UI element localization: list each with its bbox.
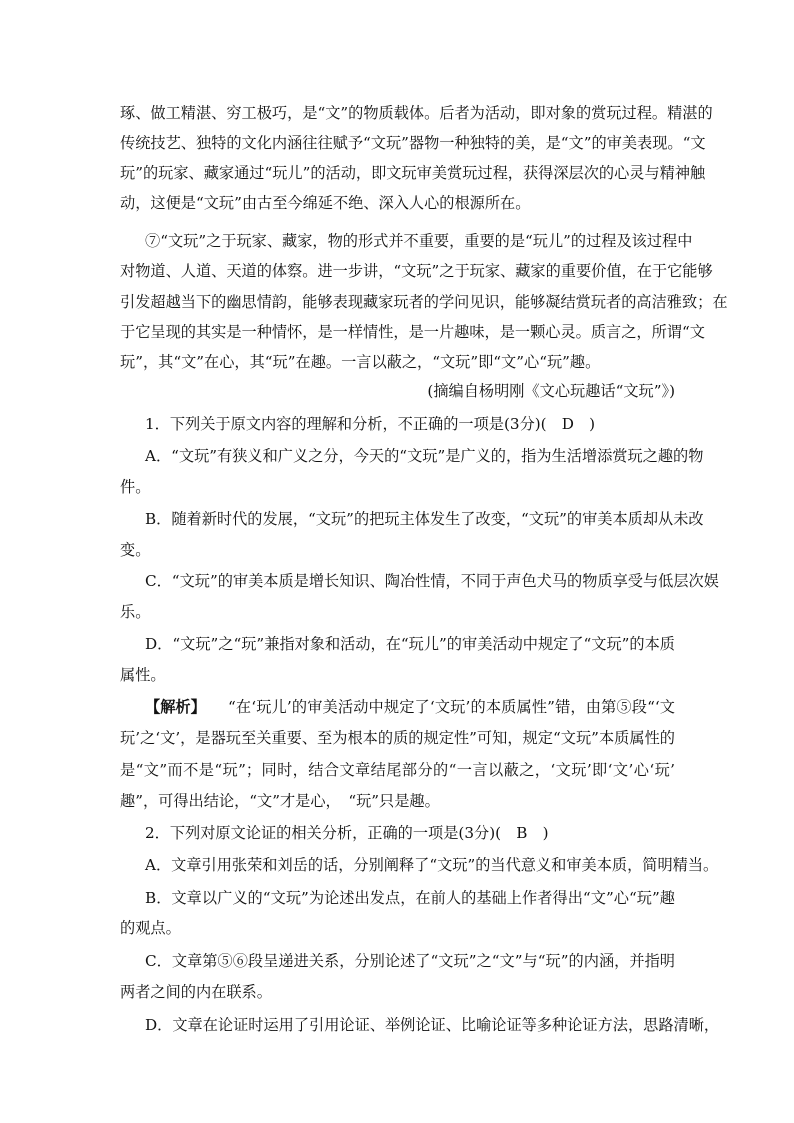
text-line: 玩”，其“文”在心，其“玩”在趣。一言以蔽之，“文玩”即“文”心“玩”趣。 bbox=[120, 353, 601, 371]
question-1-option-a-cont: 件。 bbox=[120, 478, 151, 496]
source-citation: (摘编自杨明刚《文心玩趣话“文玩”》) bbox=[427, 382, 675, 400]
question-2-stem: 2．下列对原文论证的相关分析，正确的一项是(3分)( B ) bbox=[145, 824, 549, 842]
analysis-line: 趣”，可得出结论，“文”才是心， “玩”只是趣。 bbox=[120, 792, 440, 810]
text-line: 玩”的玩家、藏家通过“玩儿”的活动，即文玩审美赏玩过程，获得深层次的心灵与精神触 bbox=[120, 164, 706, 182]
question-2-option-d: D．文章在论证时运用了引用论证、举例论证、比喻论证等多种论证方法，思路清晰， bbox=[145, 1016, 720, 1034]
question-1-option-c-cont: 乐。 bbox=[120, 603, 151, 621]
question-1-option-b-cont: 变。 bbox=[120, 541, 151, 559]
analysis-text: “在‘玩儿’的审美活动中规定了‘文玩’的本质属性”错，由第⑤段“‘文 bbox=[228, 698, 675, 716]
question-1-option-d-cont: 属性。 bbox=[120, 666, 166, 684]
question-1-option-b: B．随着新时代的发展，“文玩”的把玩主体发生了改变，“文玩”的审美本质却从未改 bbox=[145, 510, 704, 528]
analysis-line: 是“文”而不是“玩”；同时，结合文章结尾部分的“一言以蔽之，‘文玩’即‘文’心‘玩’ bbox=[120, 761, 675, 779]
text-line: 动，这便是“文玩”由古至今绵延不绝、深入人心的根源所在。 bbox=[120, 194, 531, 212]
question-1-stem: 1．下列关于原文内容的理解和分析，不正确的一项是(3分)( D ) bbox=[145, 415, 596, 433]
text-line: 引发超越当下的幽思情韵，能够表现藏家玩者的学问见识，能够凝结赏玩者的高洁雅致；在 bbox=[120, 293, 728, 311]
question-2-option-c: C．文章第⑤⑥段呈递进关系，分别论述了“文玩”之“文”与“玩”的内涵，并指明 bbox=[145, 952, 675, 970]
question-2-option-c-cont: 两者之间的内在联系。 bbox=[120, 983, 272, 1001]
analysis-tag: 【解析】 bbox=[145, 698, 206, 716]
analysis-line: 玩’之‘文’，是器玩至关重要、至为根本的质的规定性”可知，规定“文玩”本质属性的 bbox=[120, 729, 675, 747]
paragraph-7-line: ⑦“文玩”之于玩家、藏家，物的形式并不重要，重要的是“玩儿”的过程及该过程中 bbox=[145, 232, 693, 250]
question-1-option-d: D．“文玩”之“玩”兼指对象和活动，在“玩儿”的审美活动中规定了“文玩”的本质 bbox=[145, 635, 675, 653]
question-2-option-b-cont: 的观点。 bbox=[120, 919, 181, 937]
question-2-option-a: A．文章引用张荣和刘岳的话，分别阐释了“文玩”的当代意义和审美本质，简明精当。 bbox=[145, 856, 719, 874]
question-1-option-c: C．“文玩”的审美本质是增长知识、陶冶性情，不同于声色犬马的物质享受与低层次娱 bbox=[145, 572, 719, 590]
analysis-label bbox=[145, 697, 215, 717]
text-line: 于它呈现的其实是一种情怀，是一样情性，是一片趣味，是一颗心灵。质言之，所谓“文 bbox=[120, 323, 705, 341]
text-line: 对物道、人道、天道的体察。进一步讲，“文玩”之于玩家、藏家的重要价值，在于它能够 bbox=[120, 262, 713, 280]
question-2-option-b: B．文章以广义的“文玩”为论述出发点，在前人的基础上作者得出“文”心“玩”趣 bbox=[145, 889, 675, 907]
text-line: 琢、做工精湛、穷工极巧，是“文”的物质载体。后者为活动，即对象的赏玩过程。精湛的 bbox=[120, 104, 713, 122]
text-line: 传统技艺、独特的文化内涵往往赋予“文玩”器物一种独特的美，是“文”的审美表现。“文 bbox=[120, 134, 706, 152]
question-1-option-a: A．“文玩”有狭义和广义之分，今天的“文玩”是广义的，指为生活增添赏玩之趣的物 bbox=[145, 447, 704, 465]
